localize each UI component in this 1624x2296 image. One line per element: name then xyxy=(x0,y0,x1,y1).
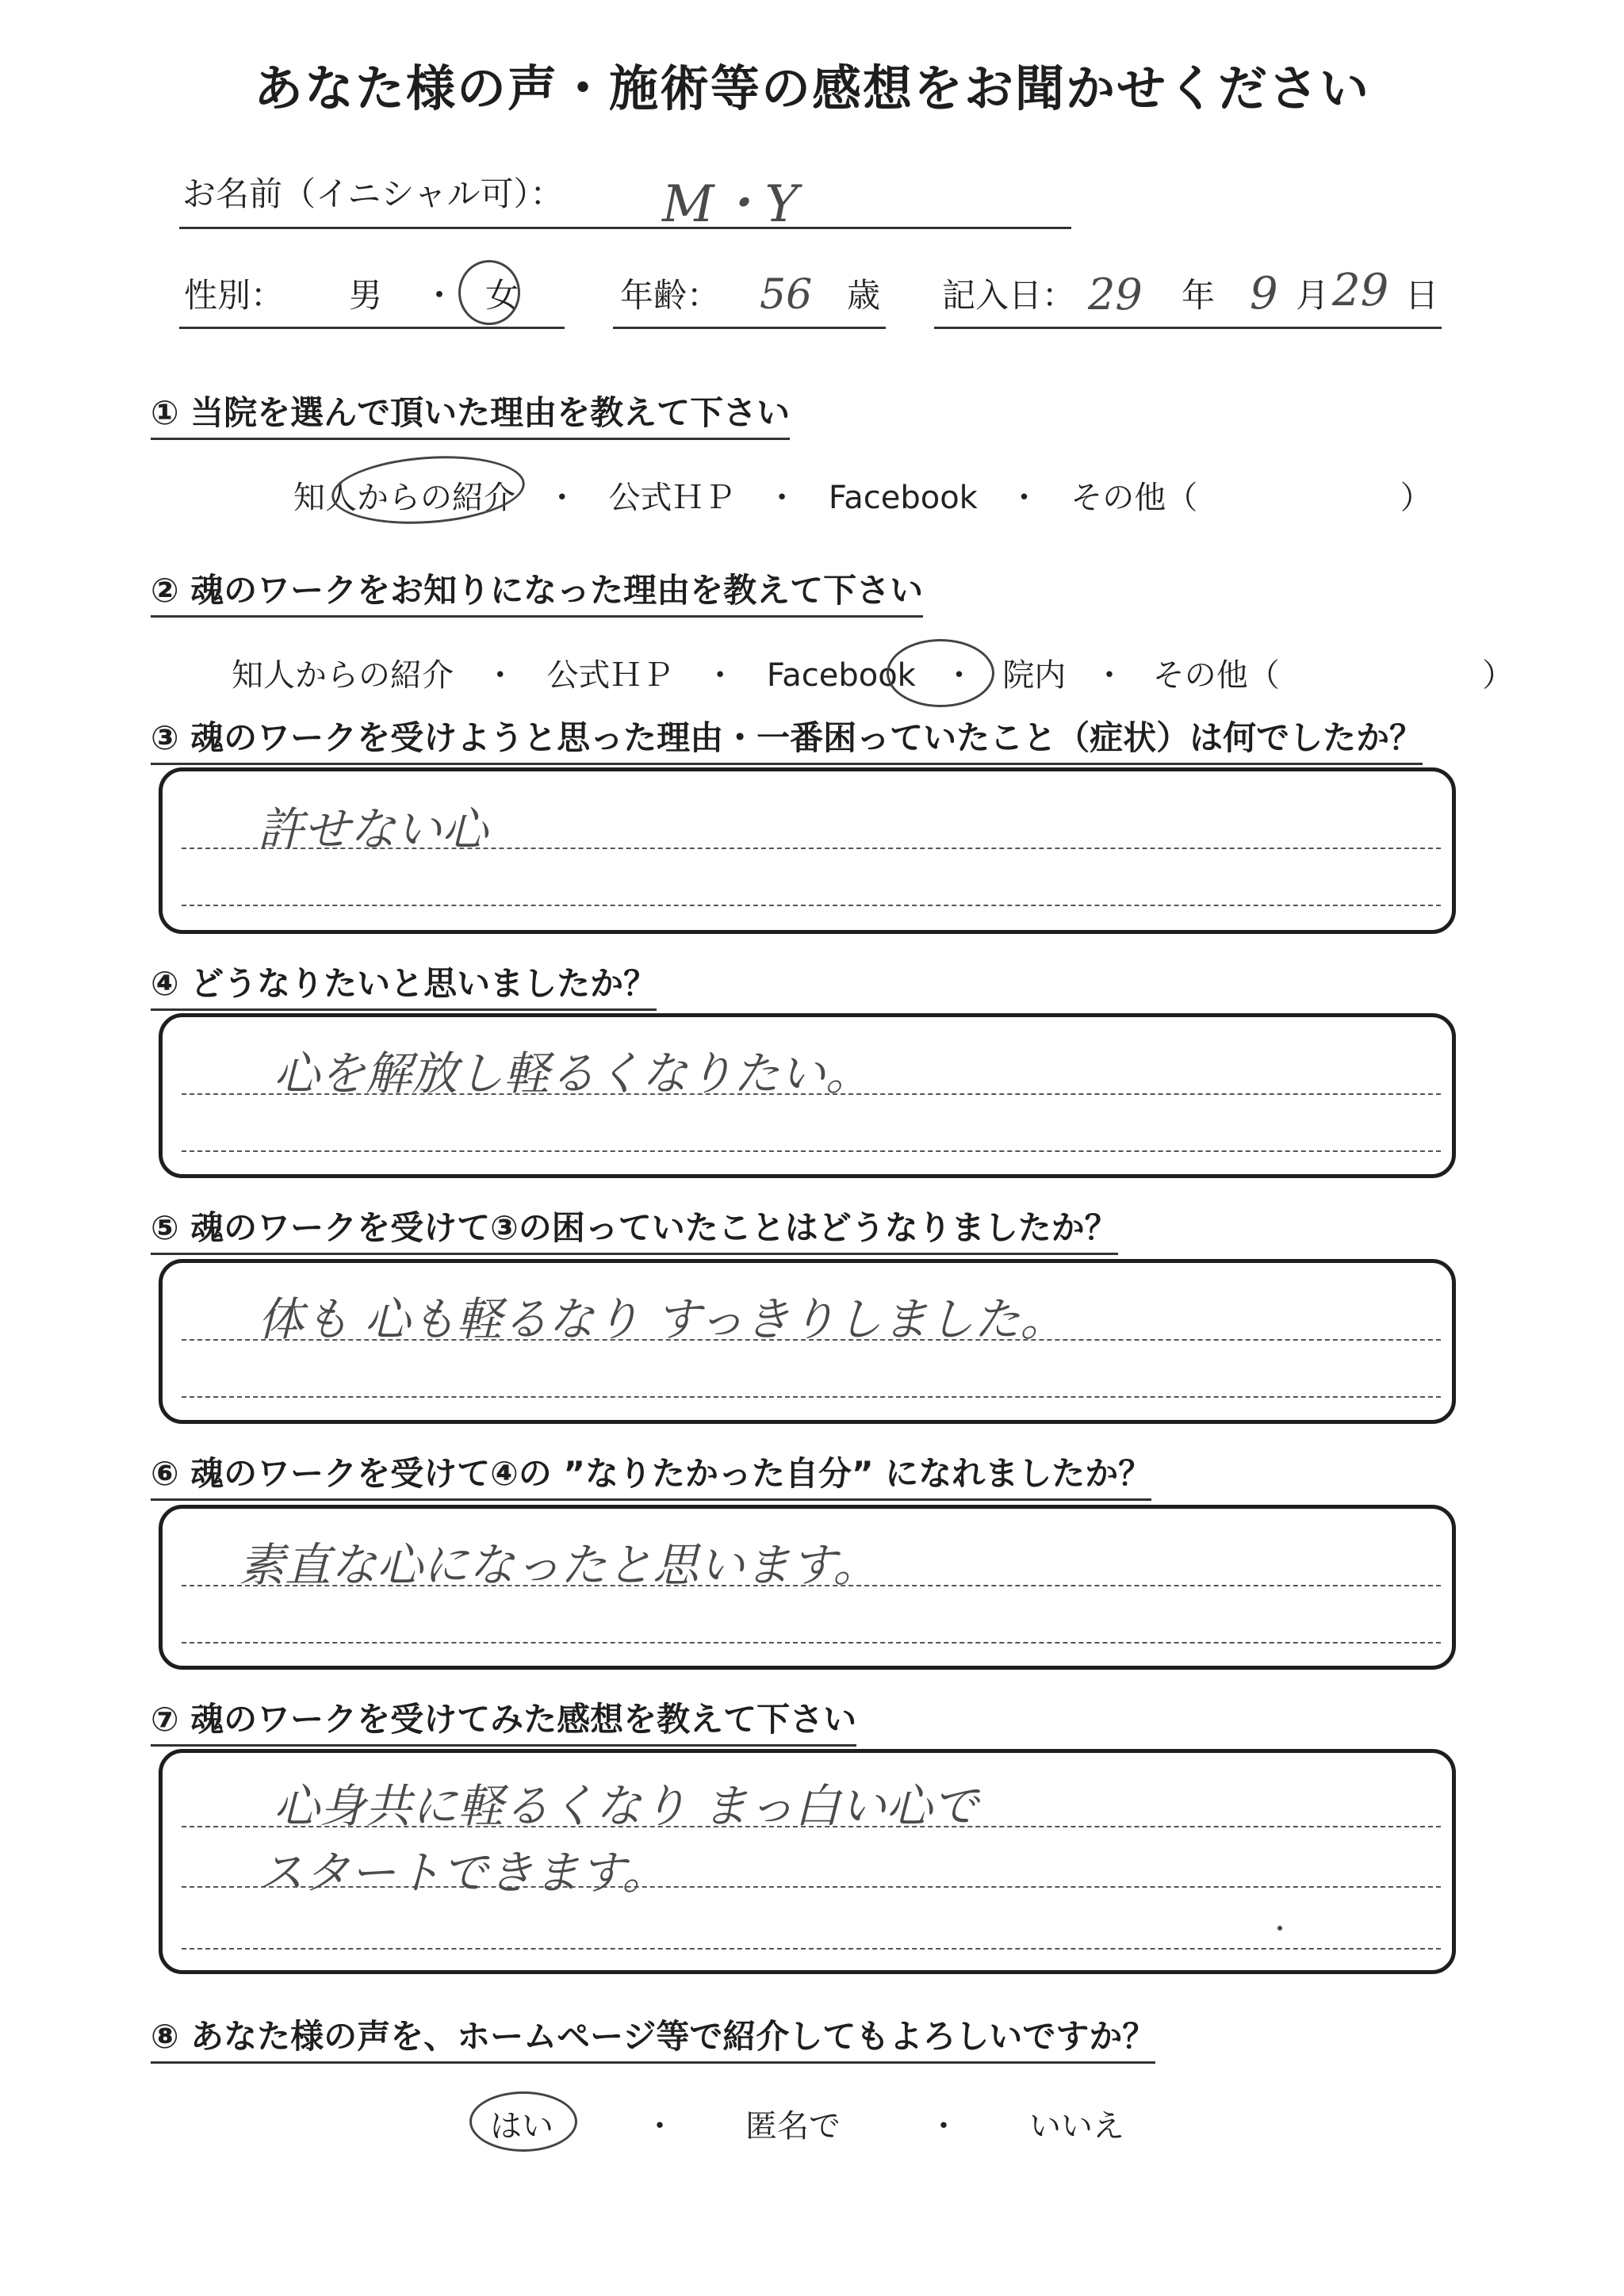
date-month-unit: 月 xyxy=(1296,276,1330,315)
q4-answer-box[interactable] xyxy=(159,1013,1456,1178)
q8-option-anonymous[interactable]: 匿名で xyxy=(745,2108,841,2145)
age-label: 年齢： xyxy=(620,276,721,315)
q1-separator: ・ xyxy=(546,480,578,516)
answer-line xyxy=(182,905,1441,906)
q7-answer-box[interactable] xyxy=(159,1749,1456,1974)
date-day-value: 29 xyxy=(1332,265,1389,316)
selection-circle xyxy=(458,260,520,325)
q6-heading: ⑥ 魂のワークを受けて④の ”なりたかった自分” になれましたか？ xyxy=(151,1448,1151,1501)
q3-answer: 許せない心 xyxy=(258,802,488,856)
q2-option-other[interactable]: その他（ xyxy=(1152,657,1280,694)
q8-separator: ・ xyxy=(644,2108,676,2145)
q8-heading: ⑧ あなた様の声を、ホームページ等で紹介してもよろしいですか？ xyxy=(151,2011,1155,2064)
q2-option-referral[interactable]: 知人からの紹介 xyxy=(232,657,454,694)
gender-separator: ・ xyxy=(423,276,457,315)
selection-circle xyxy=(329,450,527,530)
selection-circle xyxy=(469,2091,577,2152)
q1-option-other[interactable]: その他（ xyxy=(1071,480,1198,516)
q1-option-referral[interactable]: 知人からの紹介 xyxy=(293,480,515,516)
q1-option-hp[interactable]: 公式ＨＰ xyxy=(608,480,736,516)
q2-separator: ・ xyxy=(704,657,737,694)
q5-answer-box[interactable] xyxy=(159,1259,1456,1424)
q2-heading: ② 魂のワークをお知りになった理由を教えて下さい xyxy=(151,564,923,618)
q2-option-facebook[interactable]: Facebook xyxy=(766,657,916,694)
q6-answer-box[interactable] xyxy=(159,1505,1456,1670)
name-label: お名前（イニシャル可）： xyxy=(182,174,564,213)
q8-separator: ・ xyxy=(928,2108,959,2145)
q1-heading: ① 当院を選んで頂いた理由を教えて下さい xyxy=(151,387,790,440)
name-value: M・Y xyxy=(662,175,799,234)
q2-separator: ・ xyxy=(943,657,975,694)
answer-line xyxy=(182,1396,1441,1398)
q2-separator: ・ xyxy=(1093,657,1125,694)
date-underline xyxy=(934,327,1442,329)
q6-answer: 素直な心になったと思います。 xyxy=(239,1538,879,1592)
q8-option-no[interactable]: いいえ xyxy=(1029,2108,1124,2145)
q1-other-close: ） xyxy=(1400,480,1432,516)
selection-circle xyxy=(887,639,994,707)
q7-heading: ⑦ 魂のワークを受けてみた感想を教えて下さい xyxy=(151,1693,856,1747)
gender-male[interactable]: 男 xyxy=(349,276,383,315)
age-unit: 歳 xyxy=(847,276,881,315)
q1-separator: ・ xyxy=(1008,480,1040,516)
q5-heading: ⑤ 魂のワークを受けて③の困っていたことはどうなりましたか？ xyxy=(151,1202,1118,1255)
answer-line xyxy=(182,1150,1441,1152)
answer-line xyxy=(182,1642,1441,1644)
q4-answer: 心を解放し軽るくなりたい。 xyxy=(274,1047,872,1100)
q5-answer: 体も 心も軽るなり すっきりしました。 xyxy=(258,1292,1067,1346)
date-month-value: 9 xyxy=(1250,268,1278,320)
q7-answer-line1: 心身共に軽るくなり まっ白い心で xyxy=(274,1779,979,1833)
q4-heading: ④ どうなりたいと思いましたか？ xyxy=(151,958,657,1011)
age-underline xyxy=(613,327,886,329)
name-underline xyxy=(179,227,1071,229)
date-year-value: 29 xyxy=(1088,270,1143,320)
age-value: 56 xyxy=(760,271,813,319)
ink-dot xyxy=(1277,1926,1282,1931)
q2-option-in-clinic[interactable]: 院内 xyxy=(1002,657,1067,694)
q1-option-facebook[interactable]: Facebook xyxy=(828,480,978,516)
gender-female[interactable]: 女 xyxy=(485,276,519,315)
gender-underline xyxy=(179,327,565,329)
q2-option-hp[interactable]: 公式ＨＰ xyxy=(546,657,674,694)
date-label: 記入日： xyxy=(942,276,1076,315)
q8-option-yes[interactable]: はい xyxy=(490,2108,553,2145)
date-day-unit: 日 xyxy=(1405,276,1439,315)
q7-answer-line2: スタートできます。 xyxy=(258,1846,668,1900)
form-title: あなた様の声・施術等の感想をお聞かせください xyxy=(253,59,1370,117)
gender-label: 性別： xyxy=(184,276,285,315)
answer-line xyxy=(182,1948,1441,1950)
q3-heading: ③ 魂のワークを受けようと思った理由・一番困っていたこと（症状）は何でしたか？ xyxy=(151,712,1423,765)
date-year-unit: 年 xyxy=(1182,276,1216,315)
q3-answer-box[interactable] xyxy=(159,767,1456,934)
q1-separator: ・ xyxy=(766,480,799,516)
q2-separator: ・ xyxy=(484,657,516,694)
q2-other-close: ） xyxy=(1482,657,1515,694)
